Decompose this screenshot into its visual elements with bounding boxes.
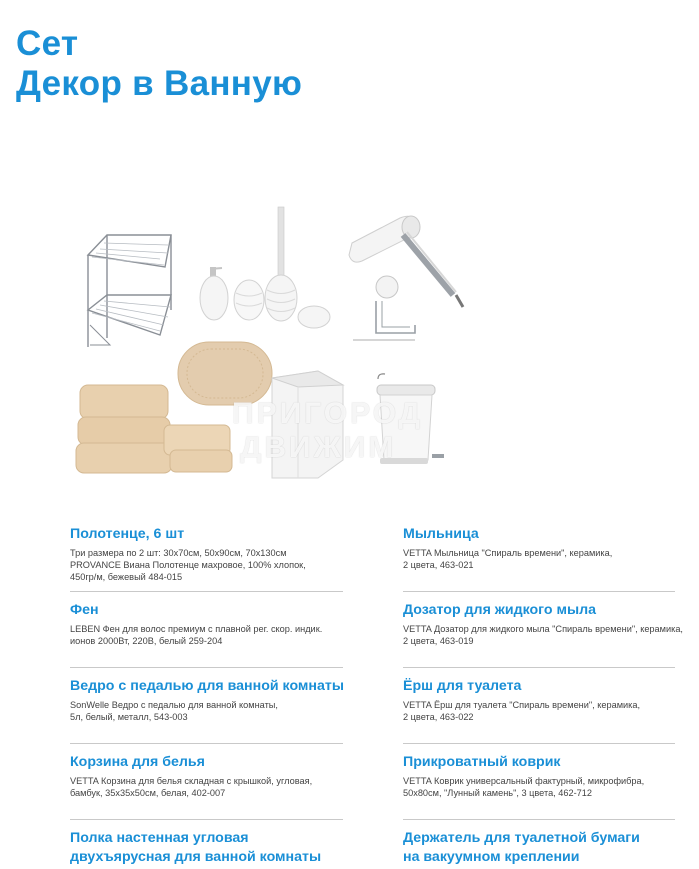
item-separator	[403, 743, 675, 744]
item-desc-line2: 2 цвета, 463-022	[403, 712, 474, 723]
item-desc-line1: VETTA Корзина для белья складная с крышкой, угловая,	[70, 776, 313, 786]
item-towels	[70, 525, 345, 601]
item-title	[403, 829, 699, 867]
item-soap-dispenser	[403, 601, 699, 677]
page-title-line2: Декор в Ванную	[16, 64, 303, 103]
item-desc	[403, 699, 699, 723]
item-title-line2: на вакуумном креплении	[403, 849, 580, 865]
page-title	[16, 24, 302, 104]
item-hair-dryer	[70, 601, 345, 677]
item-corner-shelf	[70, 829, 345, 869]
watermark-line1: ПРИГОРОД	[232, 397, 424, 430]
item-separator	[403, 591, 675, 592]
item-toilet-paper-holder	[403, 829, 699, 869]
item-desc-line1: VETTA Коврик универсальный фактурный, микрофибра,	[403, 776, 645, 786]
bath-mat-icon	[178, 342, 272, 405]
item-title-line2: двухъярусная для ванной комнаты	[70, 849, 322, 865]
item-title	[70, 829, 345, 867]
item-desc	[70, 547, 345, 584]
watermark-line2: ДВИЖИМ	[240, 431, 397, 464]
item-desc-line2: PROVANCE Виана Полотенце махровое, 100% хлопок,	[70, 560, 306, 571]
item-title: Ведро с педалью для ванной комнаты	[70, 678, 344, 694]
items-right-column	[403, 525, 699, 869]
item-laundry-basket	[70, 753, 345, 829]
item-title: Дозатор для жидкого мыла	[403, 602, 596, 618]
item-desc	[403, 775, 699, 799]
item-title: Ёрш для туалета	[403, 678, 522, 694]
item-desc	[70, 699, 345, 723]
item-desc-line1: Три размера по 2 шт: 30х70см, 50х90см, 70х130см	[70, 548, 287, 558]
item-title: Полотенце, 6 шт	[70, 526, 185, 542]
item-separator	[70, 591, 343, 592]
item-desc-line1: VETTA Ёрш для туалета "Спираль времени", керамика,	[403, 700, 641, 710]
item-separator	[70, 743, 343, 744]
watermark	[170, 397, 500, 482]
item-desc-line2: ионов 2000Вт, 220В, белый 259-204	[70, 636, 223, 647]
item-desc	[70, 775, 345, 799]
item-soap-dish	[403, 525, 699, 601]
item-desc-line2: 2 цвета, 463-019	[403, 636, 474, 647]
item-title: Прикроватный коврик	[403, 754, 561, 770]
item-desc-line1: VETTA Дозатор для жидкого мыла "Спираль времени", керамика,	[403, 624, 683, 634]
item-desc	[403, 547, 699, 571]
hair-dryer-icon	[349, 216, 463, 307]
item-desc-line2: 50х80см, "Лунный камень", 3 цвета, 462-712	[403, 788, 592, 799]
item-pedal-bin	[70, 677, 345, 753]
ceramic-bath-set-icon	[200, 207, 330, 328]
item-separator	[403, 667, 675, 668]
item-bedside-mat	[403, 753, 699, 829]
item-desc	[70, 623, 345, 647]
page-title-line1: Сет	[16, 24, 79, 63]
item-title: Фен	[70, 602, 99, 618]
toilet-paper-holder-icon	[353, 276, 415, 340]
items-left-column	[70, 525, 345, 869]
item-desc-line2: 5л, белый, металл, 543-003	[70, 712, 188, 723]
item-title: Корзина для белья	[70, 754, 205, 770]
item-toilet-brush	[403, 677, 699, 753]
item-desc-line1: SonWelle Ведро с педалью для ванной комнаты,	[70, 700, 278, 710]
item-desc-line2: бамбук, 35х35х50см, белая, 402-007	[70, 788, 226, 799]
item-title: Мыльница	[403, 526, 479, 542]
item-desc-line3: 450гр/м, бежевый 484-015	[70, 572, 183, 583]
item-separator	[70, 819, 343, 820]
item-desc-line1: VETTA Мыльница "Спираль времени", керамика,	[403, 548, 613, 558]
corner-shelf-icon	[88, 235, 171, 347]
item-desc-line2: 2 цвета, 463-021	[403, 560, 474, 571]
item-title-line1: Держатель для туалетной бумаги	[403, 830, 640, 846]
item-separator	[403, 819, 675, 820]
item-desc	[403, 623, 699, 647]
item-desc-line1: LEBEN Фен для волос премиум с плавной рег. скор. индик.	[70, 624, 323, 634]
item-separator	[70, 667, 343, 668]
item-title-line1: Полка настенная угловая	[70, 830, 249, 846]
